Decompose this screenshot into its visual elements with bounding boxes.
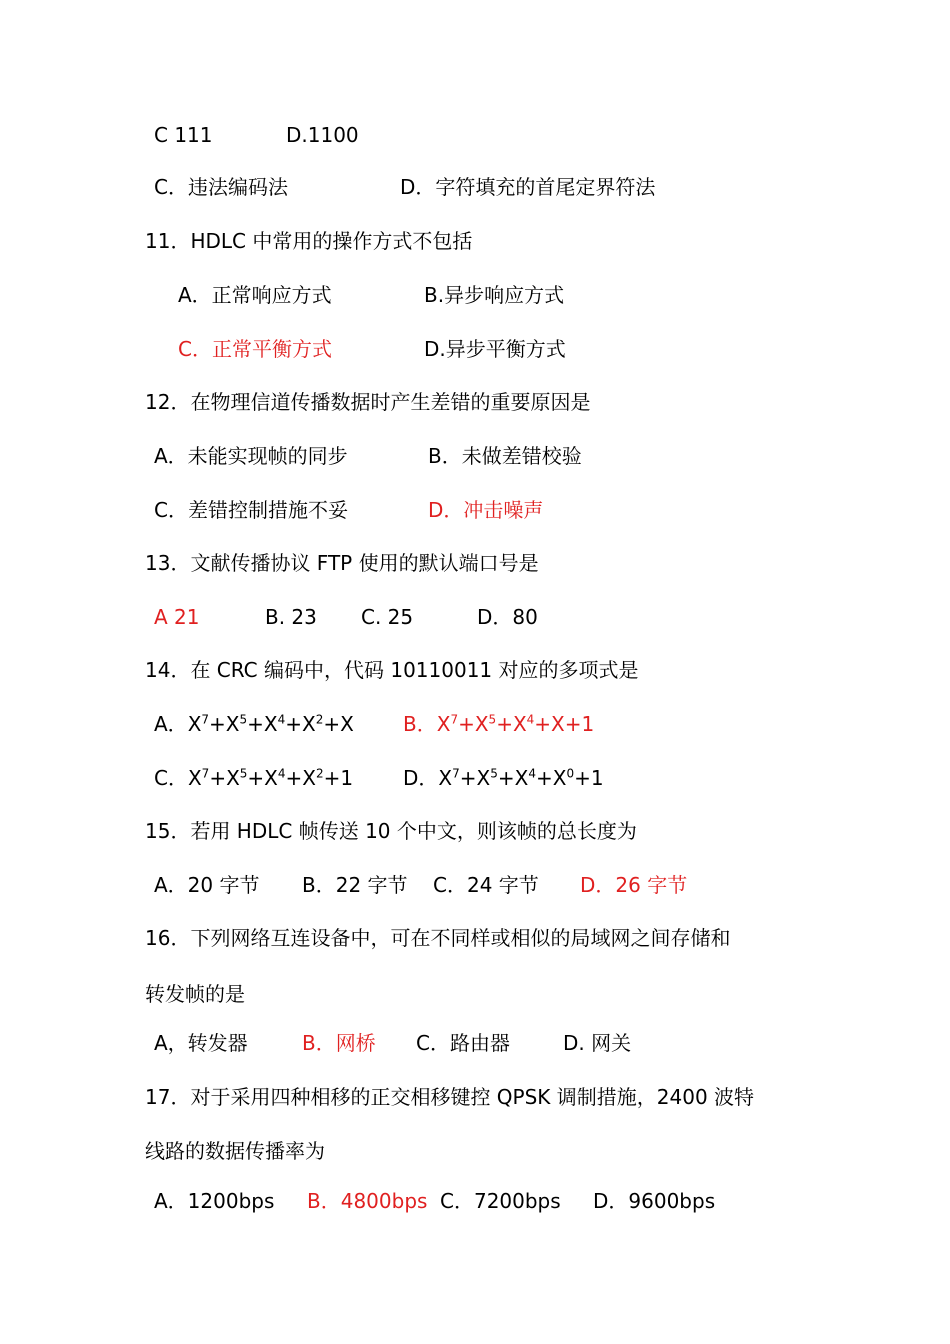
q17-option-c: C．7200bps (440, 1189, 561, 1213)
q15-option-a: A．20 字节 (154, 873, 260, 897)
q17-option-a: A．1200bps (154, 1189, 275, 1213)
question-15-stem: 15．若用 HDLC 帧传送 10 个中文，则该帧的总长度为 (145, 819, 637, 843)
q13-option-a-answer: A 21 (154, 605, 200, 629)
q12-option-b: B．未做差错校验 (428, 444, 582, 468)
q16-option-a: A，转发器 (154, 1031, 248, 1055)
question-16-stem-line2: 转发帧的是 (145, 982, 245, 1006)
option-label: D． (403, 766, 439, 790)
q14-option-b-answer (403, 712, 594, 736)
q11-option-d: D.异步平衡方式 (424, 337, 566, 361)
question-12-stem: 12．在物理信道传播数据时产生差错的重要原因是 (145, 390, 591, 414)
q12-option-c: C．差错控制措施不妥 (154, 498, 348, 522)
q16-option-b-answer: B．网桥 (302, 1031, 376, 1055)
polynomial: $X^7+X^5+X^4+X+1$ (436, 712, 595, 736)
q17-option-b-answer: B．4800bps (307, 1189, 428, 1213)
polynomial: $X^7+X^5+X^4+X^0+1$ (438, 766, 604, 790)
q17-option-d: D．9600bps (593, 1189, 716, 1213)
question-11-stem: 11．HDLC 中常用的操作方式不包括 (145, 229, 473, 253)
q13-option-b: B. 23 (265, 605, 317, 629)
option-c-violation: C．违法编码法 (154, 175, 288, 199)
q11-option-a: A．正常响应方式 (178, 283, 332, 307)
q13-option-c: C. 25 (361, 605, 414, 629)
option-label: C． (154, 766, 188, 790)
option-d-char-fill: D．字符填充的首尾定界符法 (400, 175, 656, 199)
polynomial: $X^7+X^5+X^4+X^2+1$ (187, 766, 354, 790)
question-16-stem-line1: 16．下列网络互连设备中，可在不同样或相似的局域网之间存储和 (145, 926, 731, 950)
option-c-111: C 111 (154, 123, 213, 147)
q16-option-d: D. 网关 (563, 1031, 632, 1055)
option-label: A． (154, 712, 188, 736)
q11-option-b: B.异步响应方式 (424, 283, 565, 307)
option-label: B． (403, 712, 437, 736)
q14-option-c (154, 766, 353, 790)
polynomial: $X^7+X^5+X^4+X^2+X$ (187, 712, 354, 736)
q16-option-c: C．路由器 (416, 1031, 510, 1055)
q15-option-d-answer: D．26 字节 (580, 873, 688, 897)
q12-option-d-answer: D．冲击噪声 (428, 498, 544, 522)
q14-option-d (403, 766, 604, 790)
q14-option-a (154, 712, 354, 736)
q12-option-a: A．未能实现帧的同步 (154, 444, 348, 468)
question-13-stem: 13．文献传播协议 FTP 使用的默认端口号是 (145, 551, 539, 575)
q15-option-c: C．24 字节 (433, 873, 539, 897)
question-14-stem: 14．在 CRC 编码中，代码 10110011 对应的多项式是 (145, 658, 639, 682)
q13-option-d: D．80 (477, 605, 538, 629)
option-d-1100: D.1100 (286, 123, 359, 147)
q11-option-c-answer: C．正常平衡方式 (178, 337, 332, 361)
q15-option-b: B．22 字节 (302, 873, 408, 897)
question-17-stem-line1: 17．对于采用四种相移的正交相移键控 QPSK 调制措施，2400 波特 (145, 1085, 755, 1109)
question-17-stem-line2: 线路的数据传播率为 (145, 1139, 325, 1163)
